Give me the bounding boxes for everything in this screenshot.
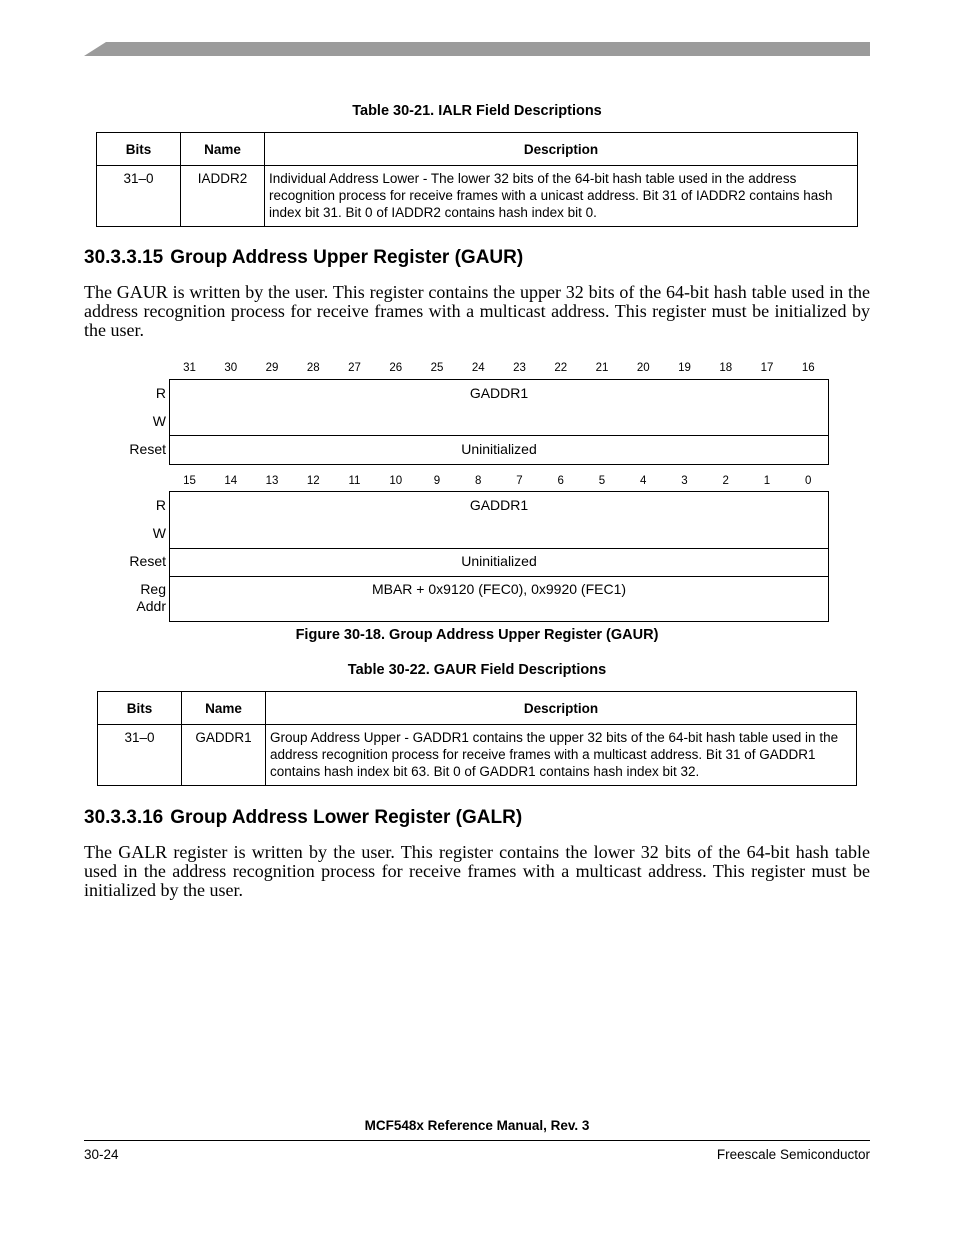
bit-number: 9	[433, 475, 441, 487]
bit-number: 12	[306, 475, 320, 487]
bit-number: 25	[430, 362, 444, 374]
bit-number: 20	[636, 362, 650, 374]
bit-number: 0	[805, 475, 812, 487]
footer-divider	[84, 1140, 870, 1141]
bit-number: 29	[265, 362, 279, 374]
galr-section-heading	[84, 807, 522, 829]
cell-description: Group Address Upper - GADDR1 contains the upper 32 bits of the 64-bit hash table used in the address recognition process for receive frames with a multicast address. Bit 31 of GADDR1 contains hash index bit 63. Bit 0 of GADDR1 contains hash index bit 32.	[266, 725, 857, 786]
gaur-paragraph: The GAUR is written by the user. This register contains the upper 32 bits of the 64-bit hash table used in the address recognition process for receive frames with a multicast address. This register must be initialized by the user.	[84, 282, 870, 340]
footer-company: Freescale Semiconductor	[716, 1147, 870, 1162]
cell-name: GADDR1	[182, 725, 266, 786]
bit-number: 22	[554, 362, 568, 374]
row-label-reset: Reset	[129, 553, 166, 569]
bit-number: 28	[306, 362, 320, 374]
column-header-description: Description	[266, 692, 857, 725]
bit-number: 11	[348, 475, 361, 487]
column-header-name: Name	[182, 692, 266, 725]
bit-number: 6	[557, 475, 564, 487]
cell-bits: 31–0	[98, 725, 182, 786]
table-header-row	[97, 133, 858, 166]
bit-number: 10	[389, 475, 403, 487]
cell-bits: 31–0	[97, 166, 181, 227]
footer-page-number: 30-24	[84, 1147, 119, 1162]
table-header-row	[98, 692, 857, 725]
cell-description: Individual Address Lower - The lower 32 bits of the 64-bit hash table used in the address recognition process for receive frames with a unicast address. Bit 31 of IADDR2 contains hash index bit 31. Bit 0 of IADDR2 contains hash index bit 0.	[265, 166, 858, 227]
column-header-bits: Bits	[98, 692, 182, 725]
upper-reset-value: Uninitialized	[461, 441, 537, 457]
column-header-bits: Bits	[97, 133, 181, 166]
lower-reset-value: Uninitialized	[461, 553, 537, 569]
section-title: Group Address Upper Register (GAUR)	[170, 247, 524, 268]
bit-number: 26	[389, 362, 403, 374]
column-header-name: Name	[181, 133, 265, 166]
bit-number: 21	[595, 362, 609, 374]
section-number: 30.3.3.16	[84, 807, 164, 828]
bit-number: 7	[516, 475, 523, 487]
cell-name: IADDR2	[181, 166, 265, 227]
row-label-addr: Addr	[136, 598, 166, 614]
header-bar	[84, 42, 870, 56]
gaur-section-heading	[84, 247, 523, 269]
gaur-field-table	[97, 691, 857, 786]
galr-paragraph: The GALR register is written by the user. This register contains the lower 32 bits of the 64-bit hash table used in the address recognition process for receive frames with a multicast address. This register must be initialized by the user.	[84, 842, 870, 900]
bit-number: 13	[265, 475, 279, 487]
row-label-reset: Reset	[129, 441, 166, 457]
bit-number: 24	[471, 362, 485, 374]
bit-number: 23	[513, 362, 526, 374]
bit-number: 16	[801, 362, 815, 374]
section-number: 30.3.3.15	[84, 247, 164, 268]
gaur-table-caption: Table 30-22. GAUR Field Descriptions	[347, 662, 607, 678]
bit-number: 2	[722, 475, 729, 487]
table-row	[98, 725, 857, 786]
bit-number: 1	[763, 475, 771, 487]
bit-number: 19	[678, 362, 691, 374]
bit-number: 31	[183, 362, 196, 374]
bit-number: 14	[224, 475, 238, 487]
bit-number: 27	[348, 362, 361, 374]
bit-number: 18	[719, 362, 733, 374]
reg-addr-value: MBAR + 0x9120 (FEC0), 0x9920 (FEC1)	[371, 581, 627, 597]
bit-number: 8	[475, 475, 482, 487]
table-row	[97, 166, 858, 227]
bit-number: 3	[681, 475, 688, 487]
bit-number: 30	[224, 362, 238, 374]
row-label-reg: Reg	[140, 581, 166, 597]
column-header-description: Description	[265, 133, 858, 166]
section-title: Group Address Lower Register (GALR)	[170, 807, 523, 828]
gaur-figure-caption: Figure 30-18. Group Address Upper Register (GAUR)	[295, 627, 659, 643]
bit-number: 17	[760, 362, 774, 374]
bit-number: 5	[598, 475, 606, 487]
ialr-table-caption: Table 30-21. IALR Field Descriptions	[352, 103, 602, 119]
bit-number: 15	[183, 475, 196, 487]
lower-field-name: GADDR1	[469, 497, 529, 513]
footer-manual-title: MCF548x Reference Manual, Rev. 3	[364, 1118, 590, 1133]
row-label-w: W	[152, 525, 166, 541]
row-label-r: R	[155, 497, 166, 513]
row-label-r: R	[155, 385, 166, 401]
upper-field-name: GADDR1	[469, 385, 529, 401]
bit-number: 4	[640, 475, 647, 487]
row-label-w: W	[152, 413, 166, 429]
ialr-field-table	[96, 132, 858, 227]
